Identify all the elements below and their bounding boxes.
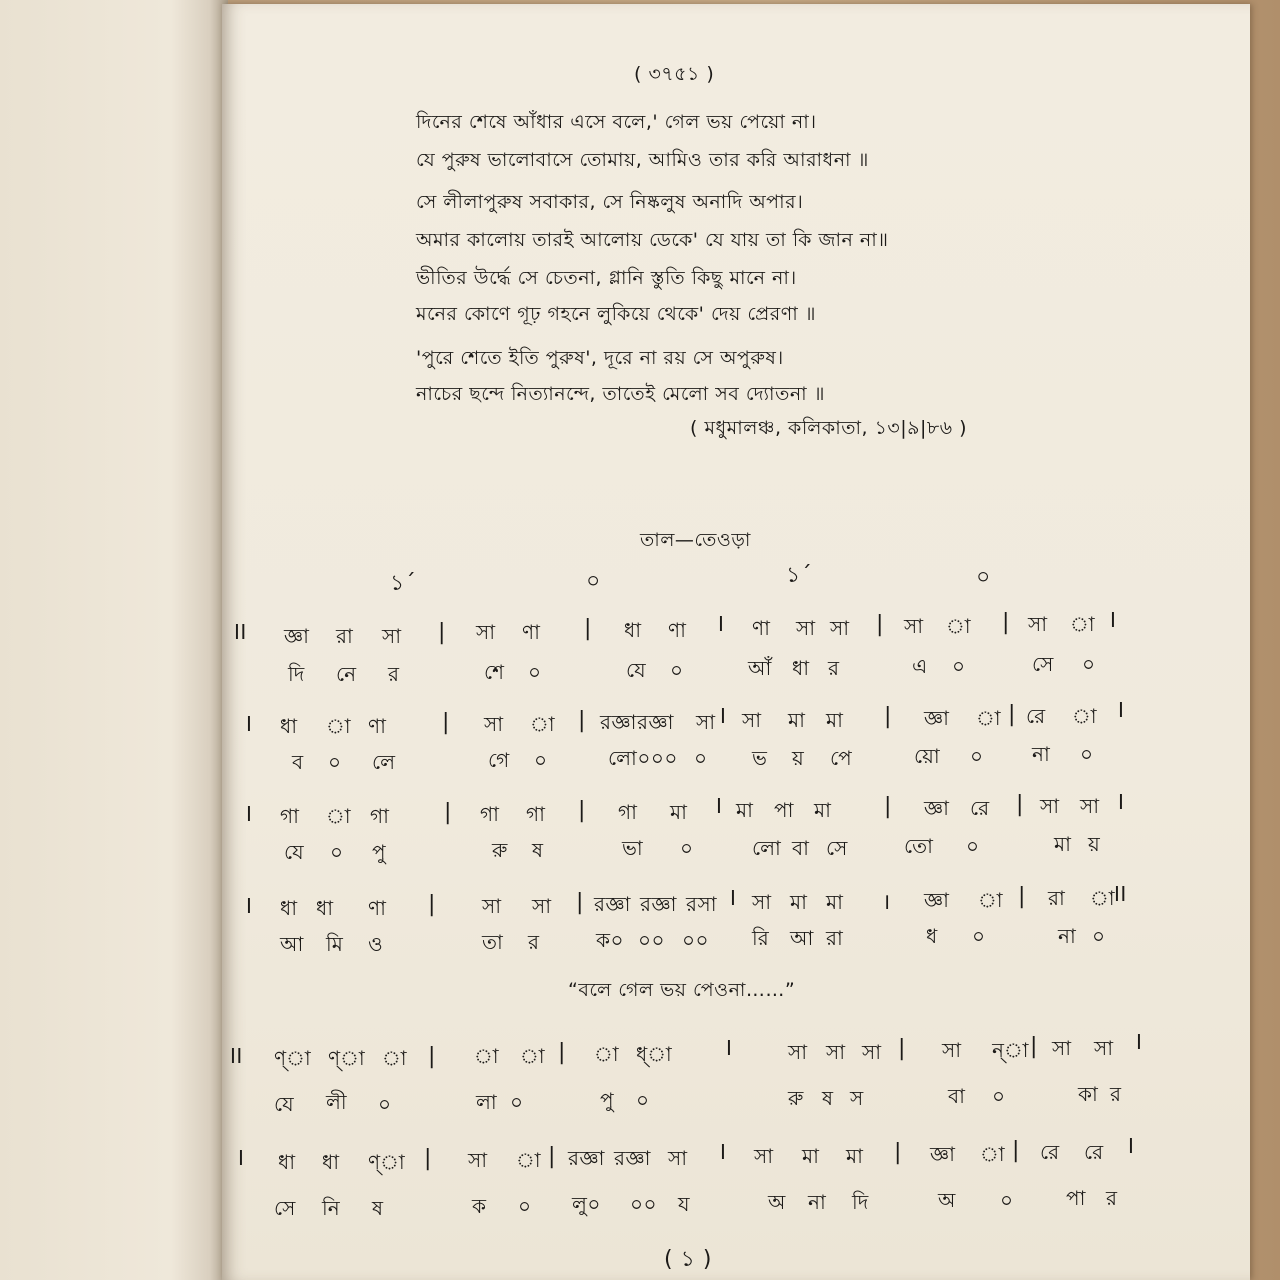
lyric-token: ভ bbox=[752, 746, 768, 770]
lyric-token: পু bbox=[372, 840, 387, 864]
page-footer: ( ১ ) bbox=[664, 1247, 712, 1272]
notation-token: া bbox=[520, 1044, 546, 1068]
notation-token: রা bbox=[336, 624, 354, 648]
lyric-token: গে bbox=[488, 748, 510, 772]
notation-token: জ্ঞা bbox=[924, 888, 950, 912]
notation-token: জ্ঞা bbox=[924, 706, 950, 730]
lyric-token: ০ bbox=[534, 748, 548, 772]
lyric-token: রা bbox=[826, 926, 844, 950]
notation-token: সা bbox=[484, 712, 504, 736]
notation-token: । bbox=[882, 890, 891, 915]
lyric-token: দি bbox=[852, 1190, 869, 1214]
lyric-token: বা bbox=[792, 836, 810, 860]
lyric-token: লী bbox=[326, 1090, 348, 1114]
notation-token: I bbox=[1118, 698, 1125, 722]
notation-token: া bbox=[976, 706, 1002, 730]
poem-line: 'পুরে শেতে ইতি পুরুষ', দূরে না রয় সে অপুরুষ। bbox=[416, 347, 784, 369]
lyric-token: ০ bbox=[670, 658, 684, 682]
tala-mark: ১´ bbox=[786, 563, 813, 588]
notation-token: মা bbox=[802, 1144, 820, 1168]
lyric-token: ০ bbox=[1080, 742, 1094, 766]
lyric-token: মি bbox=[326, 932, 344, 956]
source-citation: ( মধুমালঞ্চ, কলিকাতা, ১৩|৯|৮৬ ) bbox=[690, 417, 968, 439]
poem-line: সে লীলাপুরুষ সবাকার, সে নিষ্কলুষ অনাদি অপার। bbox=[416, 191, 804, 213]
lyric-token: ষ bbox=[532, 838, 544, 862]
lyric-token: লো০০০ bbox=[608, 746, 678, 770]
poem-line: মনের কোণে গূঢ় গহনে লুকিয়ে থেকে' দেয় প্রেরণা ॥ bbox=[416, 303, 816, 325]
notation-token: I bbox=[1110, 608, 1117, 632]
lyric-token: ০ bbox=[1092, 924, 1106, 948]
notation-token: | bbox=[428, 892, 436, 917]
notation-token: রজ্ঞা bbox=[594, 892, 631, 916]
lyric-token: আঁ bbox=[748, 656, 772, 680]
lyric-token: রু bbox=[492, 838, 508, 862]
notation-token: া bbox=[530, 712, 556, 736]
notation-token: | bbox=[558, 1040, 566, 1065]
notation-token: সা bbox=[904, 614, 924, 638]
notation-token: সা bbox=[830, 616, 850, 640]
notation-token: ণা bbox=[368, 714, 387, 738]
notation-token: া bbox=[1072, 704, 1098, 728]
lyric-token: তা bbox=[482, 930, 504, 954]
lyric-token: ০০ bbox=[682, 928, 710, 952]
notation-token: ধ্া bbox=[636, 1042, 673, 1066]
lyric-token: এ bbox=[912, 654, 928, 678]
lyric-token: ও bbox=[368, 932, 384, 956]
notation-token: পা bbox=[774, 798, 794, 822]
notation-token: মা bbox=[790, 890, 808, 914]
notation-token: I bbox=[1136, 1030, 1143, 1054]
lyric-token: ০ bbox=[528, 660, 542, 684]
notation-token: সা bbox=[1028, 612, 1048, 636]
notation-token: রসা bbox=[686, 892, 718, 916]
lyric-token: ০ bbox=[330, 840, 344, 864]
notation-token: রজ্ঞারজ্ঞা bbox=[600, 710, 674, 734]
notation-token: | bbox=[442, 710, 450, 735]
poem-line: নাচের ছন্দে নিত্যানন্দে, তাতেই মেলো সব দ্যোতনা ॥ bbox=[416, 383, 825, 405]
lyric-token: নি bbox=[322, 1196, 341, 1220]
lyric-token: রি bbox=[752, 926, 770, 950]
notation-token: | bbox=[578, 708, 586, 733]
notation-token: | bbox=[424, 1146, 432, 1171]
notation-token: I bbox=[1128, 1134, 1135, 1158]
notation-token: I bbox=[726, 1036, 733, 1060]
lyric-token: য় bbox=[792, 746, 805, 770]
notation-token: মা bbox=[826, 890, 844, 914]
lyric-token: যে bbox=[626, 658, 647, 682]
lyric-token: য় bbox=[1088, 832, 1101, 856]
notation-token: া bbox=[594, 1042, 620, 1066]
notation-token: I bbox=[718, 612, 725, 636]
notation-token: ন্া bbox=[992, 1038, 1029, 1062]
lyric-token: আ bbox=[790, 926, 814, 950]
notation-token: া bbox=[978, 888, 1004, 912]
lyric-token: না bbox=[808, 1190, 827, 1214]
lyric-token: না bbox=[1058, 924, 1077, 948]
notation-token: রজ্ঞা bbox=[640, 892, 677, 916]
lyric-token: পা bbox=[1066, 1186, 1086, 1210]
notation-token: সা bbox=[1080, 794, 1100, 818]
poem-line: ভীতির উর্দ্ধে সে চেতনা, গ্লানি স্তুতি কিছু মানে না। bbox=[416, 267, 797, 289]
notation-token: ণ্া bbox=[274, 1046, 312, 1070]
lyric-token: মা bbox=[1054, 832, 1072, 856]
lyric-token: ষ bbox=[822, 1086, 834, 1110]
lyric-token: ধ bbox=[926, 924, 938, 948]
notation-token: | bbox=[1016, 792, 1024, 817]
notation-token: মা bbox=[846, 1144, 864, 1168]
notation-token: I bbox=[1118, 790, 1125, 814]
lyric-token: ০ bbox=[1000, 1188, 1014, 1212]
notation-token: ধা bbox=[322, 1150, 340, 1174]
lyric-token: ০ bbox=[518, 1194, 532, 1218]
notation-token: I bbox=[238, 1146, 245, 1170]
notation-token: রা bbox=[1048, 886, 1066, 910]
notation-token: ধা bbox=[278, 1150, 296, 1174]
tala-title: তাল—তেওড়া bbox=[640, 529, 751, 551]
lyric-token: ষ bbox=[372, 1196, 384, 1220]
notation-token: া bbox=[516, 1148, 542, 1172]
notation-token: | bbox=[1012, 1138, 1020, 1163]
lyric-token: র bbox=[528, 930, 540, 954]
notation-token: রে bbox=[1084, 1140, 1104, 1164]
notation-token: রে bbox=[1026, 704, 1046, 728]
notation-token: জ্ঞা bbox=[924, 796, 950, 820]
notation-token: মা bbox=[670, 800, 688, 824]
poem-line: দিনের শেষে আঁধার এসে বলে,' গেল ভয় পেয়ো না। bbox=[416, 111, 817, 133]
lyric-token: সে bbox=[1032, 652, 1054, 676]
lyric-token: ০ bbox=[328, 750, 342, 774]
notation-token: | bbox=[1018, 884, 1026, 909]
notation-token: | bbox=[578, 798, 586, 823]
notation-token: | bbox=[898, 1036, 906, 1061]
notation-token: সা bbox=[482, 894, 502, 918]
lyric-token: র bbox=[828, 656, 840, 680]
lyric-token: র bbox=[1110, 1082, 1122, 1106]
lyric-token: দি bbox=[288, 662, 305, 686]
lyric-token: লে bbox=[372, 750, 396, 774]
lyric-token: তো bbox=[904, 834, 934, 858]
notation-token: II bbox=[234, 620, 247, 644]
notation-token: মা bbox=[788, 708, 806, 732]
notation-token: সা bbox=[382, 624, 402, 648]
notation-token: II bbox=[1114, 882, 1127, 906]
lyric-token: ০০ bbox=[630, 1192, 658, 1216]
notation-token: ণা bbox=[522, 620, 541, 644]
notation-token: সা bbox=[1052, 1036, 1072, 1060]
lyric-token: স bbox=[850, 1086, 864, 1110]
notation-token: া bbox=[474, 1044, 500, 1068]
notation-token: মা bbox=[826, 708, 844, 732]
left-page bbox=[0, 0, 228, 1280]
notation-token: ধা bbox=[280, 896, 298, 920]
notation-token: গা bbox=[280, 804, 300, 828]
notation-token: | bbox=[444, 800, 452, 825]
notation-token: সা bbox=[1094, 1036, 1114, 1060]
notation-token: জ্ঞা bbox=[284, 624, 310, 648]
lyric-token: পু bbox=[600, 1088, 615, 1112]
notation-token: রে bbox=[970, 796, 990, 820]
lyric-token: যে bbox=[274, 1092, 295, 1116]
notation-token: সা bbox=[1040, 794, 1060, 818]
notation-token: সা bbox=[668, 1146, 688, 1170]
lyric-token: ০ bbox=[636, 1088, 650, 1112]
notation-token: | bbox=[576, 890, 584, 915]
tala-mark: ০ bbox=[586, 569, 601, 594]
lyric-token: ক০ bbox=[596, 928, 624, 952]
notation-token: | bbox=[1002, 610, 1010, 635]
poem-line: অমার কালোয় তারই আলোয় ডেকে' যে যায় তা কি জান না॥ bbox=[416, 229, 889, 251]
lyric-token: য়ো bbox=[914, 744, 941, 768]
lyric-token: ০ bbox=[1082, 652, 1096, 676]
notation-token: সা bbox=[862, 1040, 882, 1064]
notation-token: জ্ঞা bbox=[930, 1142, 956, 1166]
notation-token: | bbox=[1008, 702, 1016, 727]
lyric-token: ক bbox=[472, 1194, 487, 1218]
lyric-token: কা bbox=[1078, 1082, 1099, 1106]
notation-token: সা bbox=[742, 708, 762, 732]
notation-token: | bbox=[548, 1144, 556, 1169]
lyric-token: র bbox=[388, 662, 400, 686]
lyric-token: লু০ bbox=[572, 1192, 601, 1216]
notation-token: ধা bbox=[280, 714, 298, 738]
lyric-token: র bbox=[1106, 1186, 1118, 1210]
notation-token: ধা bbox=[316, 896, 334, 920]
book-page bbox=[222, 4, 1250, 1280]
notation-token: সা bbox=[532, 894, 552, 918]
notation-token: রজ্ঞা bbox=[568, 1146, 605, 1170]
lyric-token: য bbox=[678, 1192, 691, 1216]
lyric-token: ০ bbox=[952, 654, 966, 678]
notation-token: I bbox=[720, 1140, 727, 1164]
notation-token: সা bbox=[468, 1148, 488, 1172]
lyric-token: ব bbox=[292, 750, 304, 774]
notation-token: ণ্া bbox=[368, 1150, 406, 1174]
notation-token: া bbox=[980, 1142, 1006, 1166]
lyric-token: রু bbox=[788, 1086, 804, 1110]
notation-token: রে bbox=[1040, 1140, 1060, 1164]
notation-token: সা bbox=[942, 1038, 962, 1062]
notation-token: | bbox=[1030, 1034, 1038, 1059]
lyric-token: লো bbox=[752, 836, 782, 860]
notation-token: ধা bbox=[624, 618, 642, 642]
notation-token: | bbox=[884, 704, 892, 729]
notation-token: গা bbox=[480, 802, 500, 826]
notation-token: | bbox=[876, 612, 884, 637]
section-title: “বলে গেল ভয় পেওনা……” bbox=[568, 979, 796, 1001]
notation-token: II bbox=[230, 1044, 243, 1068]
notation-token: | bbox=[894, 1140, 902, 1165]
notation-token: া bbox=[326, 714, 352, 738]
notation-token: া bbox=[382, 1046, 408, 1070]
notation-token: মা bbox=[814, 798, 832, 822]
lyric-token: ০ bbox=[970, 744, 984, 768]
lyric-token: সে bbox=[826, 836, 848, 860]
notation-token: গা bbox=[618, 800, 638, 824]
lyric-token: অ bbox=[768, 1190, 786, 1214]
notation-token: সা bbox=[752, 890, 772, 914]
notation-token: া bbox=[946, 614, 972, 638]
notation-token: া bbox=[326, 804, 352, 828]
notation-token: া bbox=[1070, 612, 1096, 636]
notation-token: ণ্া bbox=[328, 1046, 366, 1070]
poem-line: যে পুরুষ ভালোবাসে তোমায়, আমিও তার করি আরাধনা ॥ bbox=[416, 149, 869, 171]
lyric-token: শে bbox=[484, 660, 505, 684]
notation-token: I bbox=[246, 802, 253, 826]
notation-token: গা bbox=[370, 804, 390, 828]
notation-token: সা bbox=[788, 1040, 808, 1064]
lyric-token: ০ bbox=[966, 834, 980, 858]
lyric-token: ০ bbox=[972, 924, 986, 948]
notation-token: I bbox=[246, 894, 253, 918]
notation-token: সা bbox=[826, 1040, 846, 1064]
lyric-token: ভা bbox=[622, 836, 644, 860]
notation-token: সা bbox=[796, 616, 816, 640]
notation-token: সা bbox=[476, 620, 496, 644]
notation-token: ণা bbox=[752, 616, 771, 640]
notation-token: মা bbox=[736, 798, 754, 822]
lyric-token: ধা bbox=[792, 656, 810, 680]
lyric-token: বা bbox=[948, 1084, 966, 1108]
lyric-token: ০ bbox=[510, 1090, 524, 1114]
lyric-token: ০ bbox=[992, 1084, 1006, 1108]
lyric-token: ০ bbox=[680, 836, 694, 860]
lyric-token: আ bbox=[280, 932, 304, 956]
lyric-token: সে bbox=[274, 1196, 296, 1220]
notation-token: I bbox=[246, 712, 253, 736]
notation-token: া bbox=[1090, 886, 1116, 910]
notation-token: I bbox=[720, 704, 727, 728]
notation-token: | bbox=[584, 616, 592, 641]
notation-token: | bbox=[428, 1044, 436, 1069]
lyric-token: অ bbox=[938, 1188, 956, 1212]
lyric-token: লা bbox=[476, 1090, 498, 1114]
lyric-token: যে bbox=[284, 840, 305, 864]
notation-token: ণা bbox=[368, 896, 387, 920]
notation-token: রজ্ঞা bbox=[614, 1146, 651, 1170]
notation-token: সা bbox=[696, 710, 716, 734]
tala-mark: ০ bbox=[976, 565, 991, 590]
lyric-token: ০০ bbox=[638, 928, 666, 952]
lyric-token: ০ bbox=[694, 746, 708, 770]
notation-token: I bbox=[716, 794, 723, 818]
notation-token: সা bbox=[754, 1144, 774, 1168]
lyric-token: নে bbox=[336, 662, 357, 686]
tala-mark: ১´ bbox=[390, 571, 417, 596]
notation-token: | bbox=[884, 794, 892, 819]
lyric-token: না bbox=[1032, 742, 1051, 766]
lyric-token: ০ bbox=[378, 1092, 392, 1116]
page-header: ( ৩৭৫১ ) bbox=[634, 63, 715, 85]
notation-token: ণা bbox=[668, 618, 687, 642]
lyric-token: পে bbox=[830, 746, 853, 770]
notation-token: I bbox=[730, 886, 737, 910]
notation-token: | bbox=[438, 620, 446, 645]
notation-token: গা bbox=[526, 802, 546, 826]
